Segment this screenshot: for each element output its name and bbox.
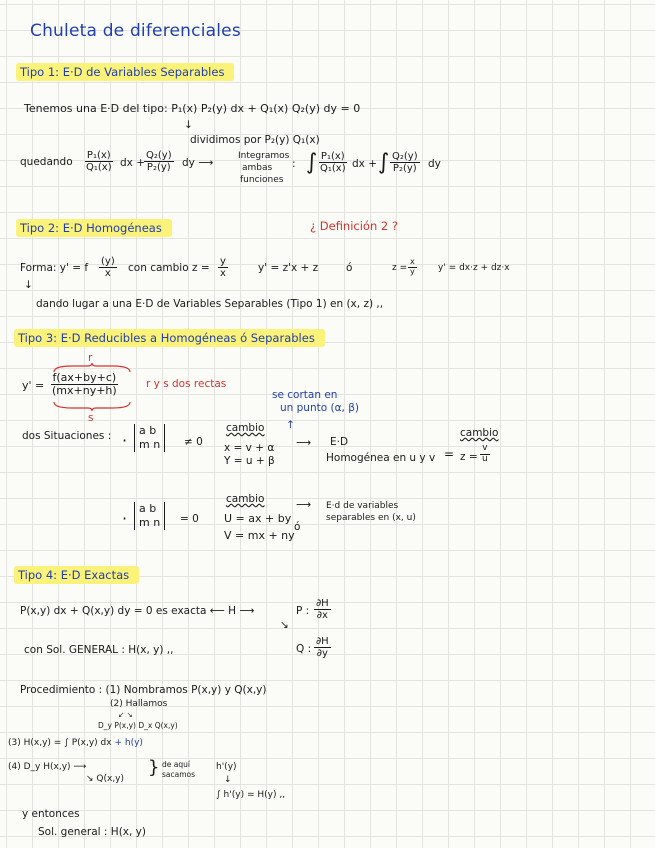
tipo3-homogenea: Homogénea en u y v <box>326 452 436 464</box>
tipo3-equals: = <box>444 447 455 461</box>
tipo3-ed: E·D <box>330 436 349 448</box>
tipo2-frac-z2: $\frac{x}{y}$ <box>410 257 415 276</box>
tipo2-frac-yx: $\frac{(y)}{x}$ <box>101 256 115 279</box>
tipo1-dy-arrow: dy ⟶ <box>182 157 214 169</box>
tipo1-int-frac1: $\frac{\text{P₁(x)}}{\text{Q₁(x)}}$ <box>320 151 346 174</box>
tipo3-o2: ó <box>294 521 301 533</box>
arrow-down-icon: ↓ <box>24 279 33 291</box>
integral-icon: ∫ <box>306 150 318 175</box>
tipo3-rys: r y s dos rectas <box>146 378 227 390</box>
tipo3-cambio1: cambio <box>226 422 265 434</box>
tipo3-bottom-brace <box>52 400 132 412</box>
tipo4-int-h: ∫ h'(y) = H(y) ,, <box>216 790 286 800</box>
tipo1-ambas: ambas <box>242 163 273 173</box>
tipo2-o: ó <box>346 262 353 274</box>
tipo4-step4: (4) D_y H(x,y) ⟶ <box>8 762 87 772</box>
arrow-right-icon: ⟶ <box>296 437 312 449</box>
arrow-down-icon: ↓ <box>184 119 193 131</box>
tipo3-ysub: Y = u + β <box>224 455 275 467</box>
tipo2-cambio: con cambio z = <box>128 262 210 274</box>
tipo2-z2: z = <box>392 263 408 273</box>
tipo3-r-label: r <box>88 352 93 364</box>
tipo3-cortan2: un punto (α, β) <box>280 402 359 414</box>
tipo1-intro: Tenemos una E·D del tipo: P₁(x) P₂(y) dx + Q₁(x) Q₂(y) dy = 0 <box>24 102 361 115</box>
tipo2-deriv: y' = z'x + z <box>258 262 319 274</box>
tipo3-cambio2: cambio <box>460 427 499 439</box>
tipo2-forma: Forma: y' = f <box>20 262 89 274</box>
tipo4-eq: P(x,y) dx + Q(x,y) dy = 0 es exacta ⟵ H ⟶ <box>20 605 255 617</box>
tipo4-sol-general: Sol. general : H(x, y) <box>38 826 146 838</box>
tipo3-cambio3: cambio <box>226 493 265 505</box>
tipo1-frac-p1q1: $\frac{\text{P₁(x)}}{\text{Q₁(x)}}$ <box>86 150 112 173</box>
tipo4-sacamos: sacamos <box>162 770 196 779</box>
tipo3-s-label: s <box>88 412 94 424</box>
tipo3-det1: a b m n <box>134 424 165 452</box>
tipo4-deaqui: de aquí <box>162 760 190 769</box>
tipo2-heading: Tipo 2: E·D Homogéneas <box>16 222 172 235</box>
tipo3-frac-vu: $\frac{v}{u}$ <box>482 443 488 464</box>
tipo3-edvar2: separables en (x, u) <box>326 513 416 523</box>
tipo1-dx-plus2: dx + <box>352 158 378 170</box>
tipo1-dy-end: dy <box>428 158 441 170</box>
page-title: Chuleta de diferenciales <box>30 21 241 41</box>
tipo1-dx-plus: dx + <box>120 157 146 169</box>
tipo1-colon: : <box>292 158 296 170</box>
tipo1-heading: Tipo 1: E·D de Variables Separables <box>16 66 234 79</box>
tipo1-frac-q2p2: $\frac{\text{Q₂(y)}}{\text{P₂(y)}}$ <box>146 150 172 173</box>
tipo3-dos-situaciones: dos Situaciones : <box>22 430 112 442</box>
tipo1-integramos: Integramos <box>238 151 290 161</box>
tipo4-step2-b: D_y P(x,y) D_x Q(x,y) <box>98 721 178 730</box>
tipo3-edvar1: E·d de variables <box>326 501 399 511</box>
tipo4-brace: } <box>148 757 160 778</box>
tipo4-step2-arrows: ↙ ↘ <box>118 710 133 719</box>
tipo4-p-label: P : <box>296 605 310 617</box>
tipo4-frac-qy: $\frac{\partial H}{\partial y}$ <box>316 636 329 659</box>
tipo3-zsub: z = <box>460 451 478 463</box>
tipo4-sol: con Sol. GENERAL : H(x, y) ,, <box>24 644 174 656</box>
tipo3-heading: Tipo 3: E·D Reducibles a Homogéneas ó Separables <box>14 332 325 345</box>
bullet-icon: · <box>122 509 128 528</box>
tipo3-xsub: x = v + α <box>224 442 275 454</box>
tipo3-det2: a b m n <box>134 502 165 530</box>
tipo4-step2: (2) Hallamos <box>110 699 168 709</box>
tipo4-step4-q: ↘ Q(x,y) <box>86 774 125 784</box>
tipo4-frac-px: $\frac{\partial H}{\partial x}$ <box>316 598 329 621</box>
tipo1-quedando: quedando <box>20 156 73 168</box>
tipo4-y-entonces: y entonces <box>22 808 80 820</box>
tipo2-frac-z: $\frac{y}{x}$ <box>220 256 226 279</box>
tipo3-yprime: y' = <box>22 379 45 392</box>
arrow-down-icon: ↓ <box>224 775 232 785</box>
arrow-up-icon: ↑ <box>286 419 295 431</box>
tipo2-deriv2: y' = dx·z + dz·x <box>438 263 510 273</box>
tipo4-heading: Tipo 4: E·D Exactas <box>14 569 139 582</box>
arrow-right-icon: ⟶ <box>296 499 312 511</box>
tipo4-step3: (3) H(x,y) = ∫ P(x,y) dx + h(y) <box>8 738 143 748</box>
tipo3-usub: U = ax + by <box>224 512 292 525</box>
tipo3-neq0: ≠ 0 <box>184 436 203 448</box>
tipo3-vsub: V = mx + ny <box>224 529 295 542</box>
tipo2-definicion: ¿ Definición 2 ? <box>310 219 398 233</box>
tipo3-main-frac: $\frac{f(ax+by+c)}{(mx+ny+h)}$ <box>52 371 117 398</box>
tipo3-cortan1: se cortan en <box>272 389 338 401</box>
tipo3-eq0: = 0 <box>180 513 199 525</box>
tipo2-dando: dando lugar a una E·D de Variables Separables (Tipo 1) en (x, z) ,, <box>36 298 384 310</box>
tipo1-divide: dividimos por P₂(y) Q₁(x) <box>190 134 320 146</box>
integral-icon: ∫ <box>378 150 390 175</box>
tipo1-funciones: funciones <box>240 175 284 185</box>
arrow-down-right-icon: ↘ <box>280 619 289 631</box>
tipo4-proc: Procedimiento : (1) Nombramos P(x,y) y Q(x,y) <box>20 684 267 696</box>
bullet-icon: · <box>122 431 128 450</box>
tipo4-q-label: Q : <box>296 643 312 655</box>
tipo1-int-frac2: $\frac{\text{Q₂(y)}}{\text{P₂(y)}}$ <box>392 151 418 174</box>
tipo4-hprime: h'(y) <box>216 762 237 772</box>
